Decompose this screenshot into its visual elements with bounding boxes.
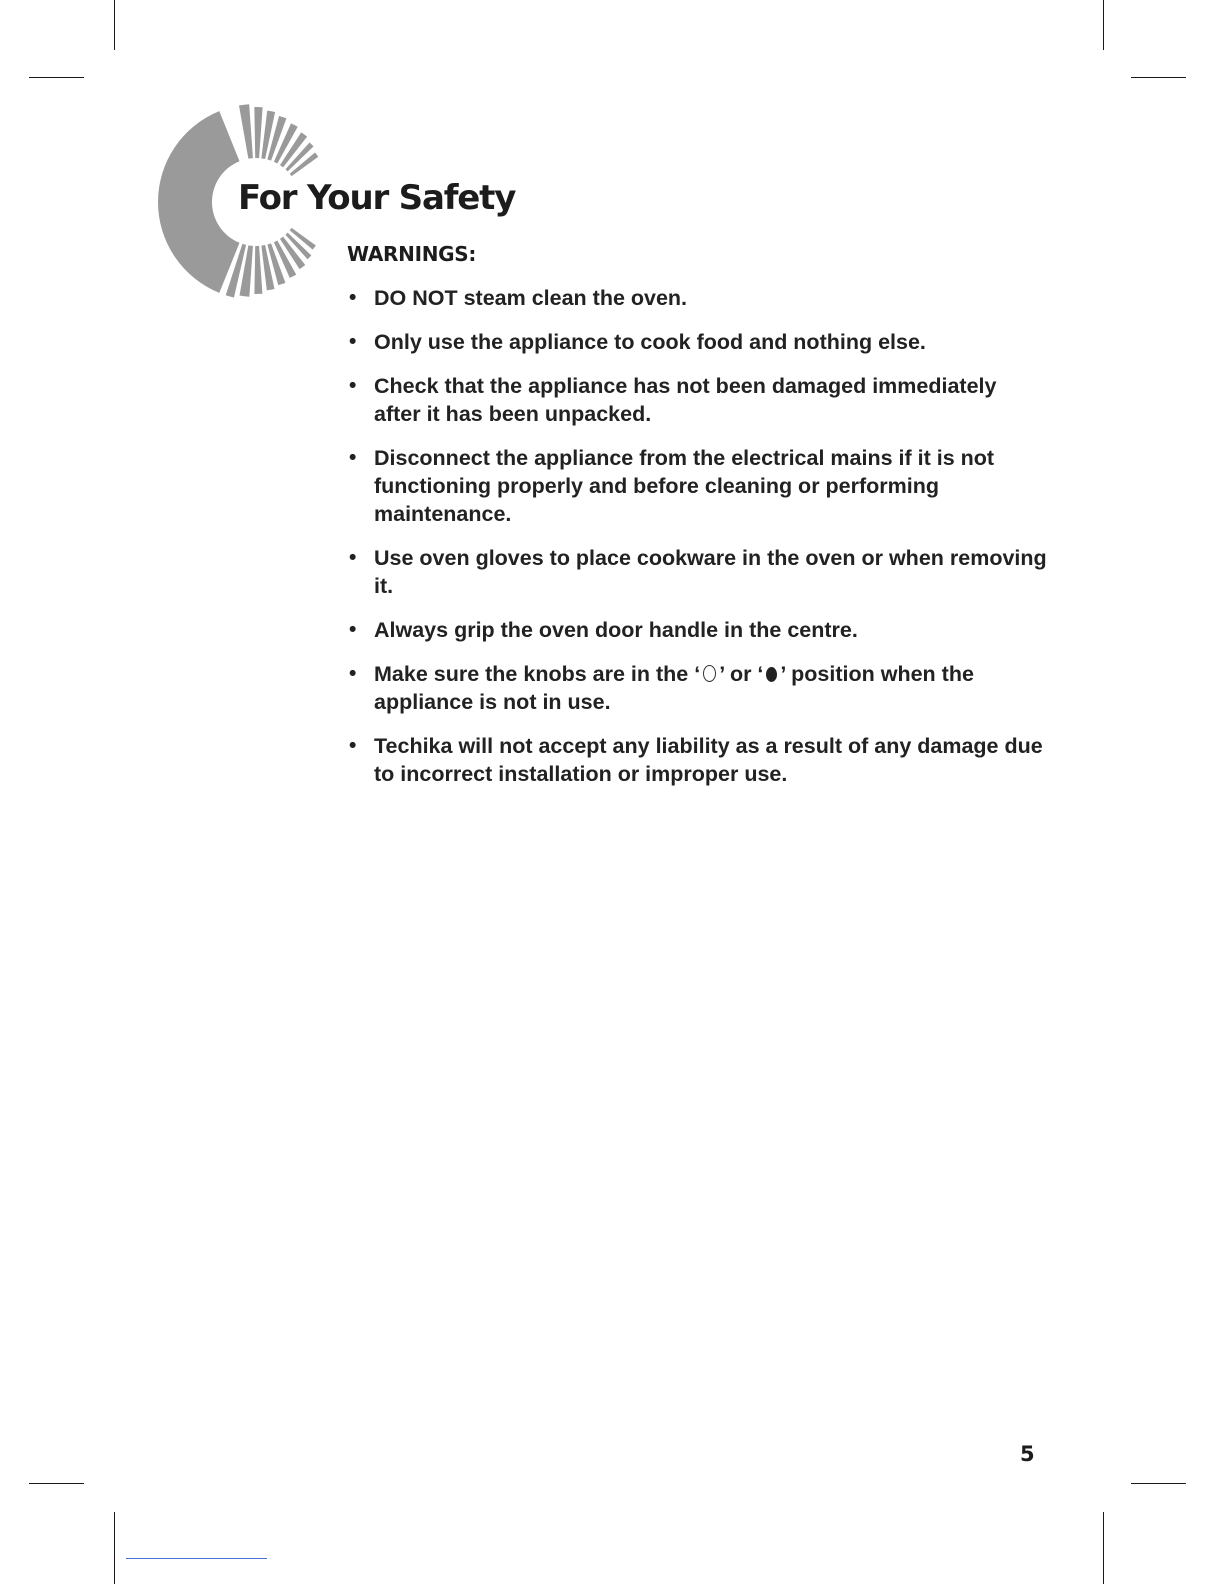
list-item bbox=[347, 328, 1047, 356]
list-item bbox=[347, 284, 1047, 312]
logo-ray bbox=[254, 107, 262, 158]
list-item bbox=[347, 372, 1047, 428]
bullet: • bbox=[349, 446, 357, 469]
bullet: • bbox=[349, 374, 357, 397]
warning-text: Check that the appliance has not been damaged immediately after it has been unpacked. bbox=[374, 374, 997, 426]
list-item bbox=[347, 616, 1047, 644]
crop-mark bbox=[114, 1512, 115, 1584]
list-item bbox=[347, 660, 1047, 716]
list-item bbox=[347, 732, 1047, 788]
crop-mark bbox=[1103, 1512, 1104, 1584]
crop-mark bbox=[1103, 0, 1104, 50]
bullet: • bbox=[349, 330, 357, 353]
warning-text: Only use the appliance to cook food and nothing else. bbox=[374, 330, 926, 354]
bullet: • bbox=[349, 734, 357, 757]
warning-text bbox=[374, 662, 974, 714]
warning-text: Use oven gloves to place cookware in the oven or when removing it. bbox=[374, 546, 1047, 598]
warning-text-middle: ’ or ‘ bbox=[719, 662, 764, 686]
crop-mark bbox=[1131, 77, 1186, 78]
list-item bbox=[347, 444, 1047, 528]
bullet: • bbox=[349, 286, 357, 309]
warning-text: DO NOT steam clean the oven. bbox=[374, 286, 688, 310]
page-number: 5 bbox=[1020, 1442, 1035, 1466]
warnings-heading: WARNINGS: bbox=[347, 242, 477, 266]
warnings-list bbox=[347, 284, 1047, 804]
warning-text: Always grip the oven door handle in the centre. bbox=[374, 618, 858, 642]
bullet: • bbox=[349, 618, 357, 641]
warning-text-before: Make sure the knobs are in the ‘ bbox=[374, 662, 701, 686]
list-item bbox=[347, 544, 1047, 600]
bullet: • bbox=[349, 662, 357, 685]
crop-mark bbox=[1131, 1483, 1186, 1484]
filled-position-icon bbox=[766, 667, 777, 682]
bullet: • bbox=[349, 546, 357, 569]
off-position-icon bbox=[703, 665, 716, 682]
page-title: For Your Safety bbox=[238, 178, 516, 218]
crop-mark bbox=[114, 0, 115, 50]
warning-text: Techika will not accept any liability as a result of any damage due to incorrect installation or improper use. bbox=[374, 734, 1043, 786]
bottom-rule bbox=[126, 1558, 267, 1559]
crop-mark bbox=[29, 77, 84, 78]
warning-text: Disconnect the appliance from the electrical mains if it is not functioning properly and before cleaning or performing maintenance. bbox=[374, 446, 995, 526]
logo-ray bbox=[254, 246, 262, 294]
logo-ray bbox=[158, 111, 240, 293]
warning-text-after: ’ position when the appliance is not in use. bbox=[374, 662, 974, 714]
logo-ray bbox=[239, 104, 253, 158]
crop-mark bbox=[29, 1483, 84, 1484]
